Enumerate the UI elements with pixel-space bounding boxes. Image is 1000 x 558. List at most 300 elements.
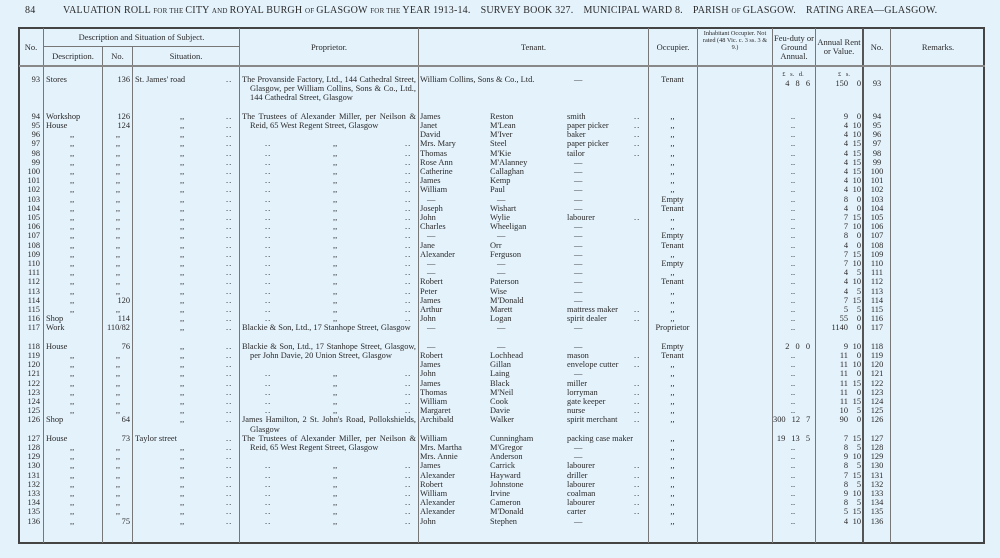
- situation: ,,: [180, 277, 185, 287]
- row-number-right: 122: [870, 378, 884, 388]
- situation: ,,: [180, 222, 185, 232]
- tenant-occupation: —: [574, 167, 583, 176]
- occupier-status: Tenant: [661, 240, 684, 250]
- house-number: ,,: [115, 249, 121, 259]
- situation: ,,: [180, 111, 185, 121]
- rent-shillings: 10: [852, 489, 861, 498]
- leader-dots: ..: [405, 305, 412, 314]
- leader-dots: ..: [265, 240, 272, 250]
- tenant-occupation: —: [574, 203, 583, 213]
- leader-dots: ..: [226, 489, 233, 498]
- feu-duty-empty: ..: [790, 213, 796, 222]
- row-number-right: 112: [870, 277, 884, 287]
- row-number: 121: [27, 369, 40, 379]
- rent-shillings: 15: [852, 249, 861, 259]
- leader-dots: ..: [634, 130, 641, 140]
- feu-duty-empty: ..: [790, 516, 796, 526]
- description: ,,: [70, 470, 75, 480]
- tenant-last-name: —: [497, 323, 506, 333]
- row-number: 93: [31, 75, 40, 84]
- row-number-right: 111: [871, 268, 883, 278]
- tenant-occupation: lorryman: [567, 387, 598, 397]
- row-number-right: 115: [870, 305, 884, 314]
- tenant-first-name: —: [427, 268, 436, 278]
- row-number-right: 123: [870, 387, 884, 397]
- situation: ,,: [180, 130, 185, 140]
- leader-dots: ..: [226, 111, 233, 121]
- situation: ,,: [180, 443, 185, 452]
- rent-pounds: 7: [843, 259, 848, 268]
- rent-shillings: 0: [856, 351, 861, 360]
- feu-duty-empty: ..: [790, 157, 796, 167]
- tenant-first-name: Arthur: [420, 305, 443, 314]
- rent-pounds: 7: [843, 295, 848, 305]
- house-number: 75: [121, 516, 130, 526]
- proprietor-ditto: ,,: [333, 498, 338, 508]
- occupier-status: ,,: [670, 295, 675, 305]
- tenant-occupation: driller: [567, 470, 588, 480]
- tenant-first-name: William: [420, 397, 448, 406]
- rent-pounds: 9: [843, 341, 848, 351]
- tenant-last-name: Cunningham: [490, 433, 534, 443]
- feu-duty-empty: ..: [790, 231, 796, 241]
- row-number: 123: [27, 387, 40, 397]
- description: ,,: [70, 268, 75, 278]
- leader-dots: ..: [265, 167, 272, 176]
- leader-dots: ..: [405, 498, 412, 508]
- row-number-right: 126: [870, 415, 884, 425]
- proprietor-ditto: ,,: [333, 305, 338, 314]
- rent-pounds: 7: [843, 222, 848, 232]
- occupier-status: Tenant: [661, 351, 684, 360]
- tenant-first-name: —: [427, 259, 436, 268]
- tenant-first-name: James: [420, 378, 441, 388]
- tenant-last-name: —: [497, 259, 506, 268]
- header-feu-duty: Feu-duty or Ground Annual.: [774, 32, 814, 61]
- occupier-status: ,,: [670, 397, 675, 406]
- tenant-last-name: Irvine: [490, 489, 510, 498]
- occupier-status: ,,: [670, 443, 675, 452]
- proprietor-ditto: ,,: [333, 295, 338, 305]
- row-number: 131: [27, 470, 40, 480]
- description: ,,: [70, 157, 75, 167]
- situation: ,,: [180, 341, 185, 351]
- leader-dots: ..: [226, 167, 233, 176]
- leader-dots: ..: [226, 433, 233, 443]
- tenant-first-name: —: [427, 341, 436, 351]
- title-segment: ROYAL BURGH: [229, 5, 305, 16]
- description: ,,: [70, 167, 75, 176]
- feu-duty-empty: ..: [790, 387, 796, 397]
- leader-dots: ..: [265, 268, 272, 278]
- rent-shillings: 15: [852, 148, 861, 158]
- leader-dots: ..: [226, 397, 233, 406]
- description: ,,: [70, 286, 75, 296]
- leader-dots: ..: [405, 507, 412, 517]
- occupier-status: Proprietor: [655, 323, 690, 333]
- row-number: 103: [27, 194, 40, 204]
- rent-shillings: 10: [852, 185, 861, 195]
- leader-dots: ..: [405, 148, 412, 158]
- tenant-first-name: James: [420, 461, 441, 471]
- situation: ,,: [180, 176, 185, 186]
- feu-duty-empty: ..: [790, 323, 796, 333]
- header-description: Description.: [52, 50, 94, 61]
- leader-dots: ..: [226, 378, 233, 388]
- row-number: 109: [27, 249, 40, 259]
- row-number-right: 133: [870, 489, 884, 498]
- leader-dots: ..: [226, 507, 233, 517]
- proprietor-ditto: ,,: [333, 222, 338, 232]
- proprietor-ditto: ,,: [333, 249, 338, 259]
- proprietor-ditto: ,,: [333, 185, 338, 195]
- situation: ,,: [180, 185, 185, 195]
- leader-dots: ..: [634, 305, 641, 314]
- title-segment: CITY: [185, 5, 212, 16]
- house-number: ,,: [115, 507, 121, 517]
- occupier-status: ,,: [670, 479, 675, 489]
- tenant-first-name: Robert: [420, 479, 443, 489]
- house-number: ,,: [115, 268, 121, 278]
- rent-shillings: 10: [852, 259, 861, 268]
- header-tenant: Tenant.: [520, 41, 547, 52]
- leader-dots: ..: [405, 406, 412, 416]
- row-number: 134: [27, 498, 40, 508]
- proprietor-ditto: ,,: [333, 489, 338, 498]
- rent-shillings: 10: [852, 360, 861, 370]
- house-number: ,,: [115, 305, 121, 314]
- leader-dots: ..: [634, 406, 641, 416]
- occupier-status: ,,: [670, 268, 675, 278]
- occupier-status: ,,: [670, 130, 675, 140]
- header-divider: [19, 65, 985, 67]
- leader-dots: ..: [634, 498, 641, 508]
- title-segment: OF: [304, 7, 317, 15]
- row-number-right: 104: [870, 203, 884, 213]
- feu-duty-empty: ..: [790, 470, 796, 480]
- leader-dots: ..: [405, 470, 412, 480]
- rent-pounds: 4: [843, 139, 848, 149]
- tenant-occupation: —: [574, 222, 583, 232]
- leader-dots: ..: [226, 231, 233, 241]
- feu-duty: 19 13 5: [776, 433, 810, 443]
- row-number-right: 120: [870, 360, 884, 370]
- tenant-occupation: tailor: [567, 148, 585, 158]
- tenant-first-name: William: [420, 433, 448, 443]
- feu-duty-empty: ..: [790, 148, 796, 158]
- row-number-right: 125: [870, 406, 884, 416]
- row-number: 118: [27, 341, 40, 351]
- row-number: 102: [27, 185, 40, 195]
- leader-dots: ..: [405, 268, 412, 278]
- house-number: ,,: [115, 176, 121, 186]
- situation: ,,: [180, 259, 185, 268]
- leader-dots: ..: [265, 194, 272, 204]
- leader-dots: ..: [405, 387, 412, 397]
- leader-dots: ..: [226, 452, 233, 462]
- tenant-occupation: —: [574, 277, 583, 287]
- row-number-right: 116: [870, 314, 884, 324]
- rent-shillings: 5: [856, 443, 861, 452]
- proprietor: James Hamilton, 2 St. John's Road, Pollokshields, Glasgow: [242, 415, 416, 434]
- rent-shillings: 5: [856, 305, 861, 314]
- house-number: ,,: [115, 231, 121, 241]
- title-segment: VALUATION ROLL: [63, 5, 154, 16]
- row-number: 107: [27, 231, 40, 241]
- rent-pounds: 11: [839, 369, 848, 379]
- tenant-occupation: —: [574, 240, 583, 250]
- leader-dots: ..: [634, 387, 641, 397]
- house-number: ,,: [115, 443, 121, 452]
- proprietor-ditto: ,,: [333, 378, 338, 388]
- column-divider: [43, 28, 44, 543]
- tenant-occupation: spirit merchant: [567, 415, 618, 425]
- tenant-last-name: Marett: [490, 305, 513, 314]
- row-number: 133: [27, 489, 40, 498]
- leader-dots: ..: [226, 295, 233, 305]
- rent-pounds: 8: [843, 443, 848, 452]
- description: ,,: [70, 489, 75, 498]
- occupier-status: ,,: [670, 167, 675, 176]
- situation: ,,: [180, 194, 185, 204]
- leader-dots: ..: [265, 489, 272, 498]
- tenant-first-name: John: [420, 516, 436, 526]
- occupier-status: ,,: [670, 111, 675, 121]
- feu-duty-empty: ..: [790, 111, 796, 121]
- feu-duty-empty: ..: [790, 305, 796, 314]
- rent-shillings: 15: [852, 213, 861, 222]
- rent-shillings: 10: [852, 121, 861, 130]
- tenant-first-name: David: [420, 130, 441, 140]
- tenant-occupation: paper picker: [567, 121, 609, 130]
- rent-shillings: 5: [856, 286, 861, 296]
- leader-dots: ..: [226, 157, 233, 167]
- house-number: 64: [121, 415, 130, 425]
- tenant-first-name: Archibald: [420, 415, 454, 425]
- rent-shillings: 10: [852, 222, 861, 232]
- leader-dots: ..: [634, 139, 641, 149]
- proprietor-ditto: ,,: [333, 406, 338, 416]
- description: ,,: [70, 231, 75, 241]
- occupier-status: ,,: [670, 360, 675, 370]
- leader-dots: ..: [405, 176, 412, 186]
- description: ,,: [70, 148, 75, 158]
- occupier-status: Tenant: [661, 75, 684, 84]
- row-number-right: 132: [870, 479, 884, 489]
- leader-dots: ..: [405, 461, 412, 471]
- tenant-occupation: —: [574, 516, 583, 526]
- rent-shillings: 10: [852, 516, 861, 526]
- proprietor-ditto: ,,: [333, 507, 338, 517]
- leader-dots: ..: [265, 231, 272, 241]
- leader-dots: ..: [634, 479, 641, 489]
- rent-pounds: 5: [843, 507, 848, 517]
- row-number-right: 105: [870, 213, 884, 222]
- house-number: ,,: [115, 369, 121, 379]
- leader-dots: ..: [405, 369, 412, 379]
- leader-dots: ..: [226, 415, 233, 425]
- row-number: 100: [27, 167, 40, 176]
- tenant-occupation: envelope cutter: [567, 360, 619, 370]
- leader-dots: ..: [265, 397, 272, 406]
- tenant-first-name: John: [420, 213, 436, 222]
- leader-dots: ..: [405, 249, 412, 259]
- tenant-occupation: —: [574, 185, 583, 195]
- house-number: 136: [117, 75, 130, 84]
- rent-pounds: 4: [843, 516, 848, 526]
- description: ,,: [70, 305, 75, 314]
- header-annual-rent: Annual Rent or Value.: [817, 37, 861, 56]
- occupier-status: Empty: [661, 231, 684, 241]
- occupier-status: ,,: [670, 498, 675, 508]
- feu-duty-empty: ..: [790, 130, 796, 140]
- situation: ,,: [180, 213, 185, 222]
- feu-duty-empty: ..: [790, 203, 796, 213]
- row-number-right: 99: [872, 157, 882, 167]
- leader-dots: ..: [634, 397, 641, 406]
- tenant-first-name: John: [420, 314, 436, 324]
- tenant-first-name: William: [420, 489, 448, 498]
- leader-dots: ..: [405, 378, 412, 388]
- row-number: 113: [27, 286, 40, 296]
- rent-pounds: 7: [843, 433, 848, 443]
- occupier-status: Tenant: [661, 203, 684, 213]
- header-no: No.: [24, 41, 38, 52]
- leader-dots: ..: [226, 323, 233, 333]
- tenant-last-name: Black: [490, 378, 510, 388]
- title-segment: PARISH: [692, 5, 732, 16]
- leader-dots: ..: [226, 387, 233, 397]
- occupier-status: ,,: [670, 433, 675, 443]
- tenant-first-name: Alexander: [420, 249, 455, 259]
- row-number: 94: [31, 111, 40, 121]
- feu-duty-empty: ..: [790, 240, 796, 250]
- tenant-name: William Collins, Sons & Co., Ltd.: [420, 75, 535, 84]
- tenant-last-name: M'Lean: [490, 121, 516, 130]
- feu-duty-empty: ..: [790, 286, 796, 296]
- feu-duty-empty: ..: [790, 378, 796, 388]
- proprietor: Blackie & Son, Ltd., 17 Stanhope Street, Glasgow, per John Davie, 20 Union Street, Glasgow: [242, 341, 416, 360]
- tenant-first-name: William: [420, 185, 448, 195]
- leader-dots: ..: [634, 415, 641, 425]
- leader-dots: ..: [226, 222, 233, 232]
- house-number: ,,: [115, 148, 121, 158]
- feu-duty-empty: ..: [790, 222, 796, 232]
- rent-pounds: 4: [843, 167, 848, 176]
- description: ,,: [70, 295, 75, 305]
- row-number-right: 119: [870, 351, 884, 360]
- occupier-status: ,,: [670, 461, 675, 471]
- leader-dots: ..: [226, 148, 233, 158]
- house-number: ,,: [115, 498, 121, 508]
- tenant-occupation: labourer: [567, 479, 595, 489]
- leader-dots: ..: [405, 286, 412, 296]
- feu-duty-empty: ..: [790, 176, 796, 186]
- occupier-status: ,,: [670, 406, 675, 416]
- rent-shillings: 5: [856, 268, 861, 278]
- rent-pounds: 4: [843, 130, 848, 140]
- row-number: 128: [27, 443, 40, 452]
- rent-shillings: 10: [852, 130, 861, 140]
- leader-dots: ..: [226, 75, 233, 84]
- house-number: ,,: [115, 240, 121, 250]
- proprietor-ditto: ,,: [333, 194, 338, 204]
- description: ,,: [70, 213, 75, 222]
- leader-dots: ..: [405, 231, 412, 241]
- row-number: 120: [27, 360, 40, 370]
- row-number: 96: [31, 130, 40, 140]
- column-divider: [862, 28, 864, 543]
- feu-duty-empty: ..: [790, 139, 796, 149]
- tenant-occupation: —: [574, 341, 583, 351]
- leader-dots: ..: [265, 305, 272, 314]
- leader-dots: ..: [265, 479, 272, 489]
- occupier-status: ,,: [670, 176, 675, 186]
- row-number-right: 100: [870, 167, 884, 176]
- tenant-last-name: Wylie: [490, 213, 510, 222]
- description: ,,: [70, 507, 75, 517]
- title-segment: RATING AREA—GLASGOW.: [805, 5, 938, 16]
- leader-dots: ..: [405, 259, 412, 268]
- rent-shillings: 0: [856, 203, 861, 213]
- tenant-occupation: mattress maker: [567, 305, 618, 314]
- description: ,,: [70, 461, 75, 471]
- tenant-first-name: James: [420, 176, 441, 186]
- title-segment: GLASGOW: [316, 5, 371, 16]
- occupier-status: ,,: [670, 121, 675, 130]
- tenant-last-name: Stephen: [490, 516, 517, 526]
- row-number-right: 127: [870, 433, 884, 443]
- row-number-right: 130: [870, 461, 884, 471]
- rent-shillings: 5: [856, 498, 861, 508]
- row-number: 104: [27, 203, 40, 213]
- proprietor-ditto: ,,: [333, 369, 338, 379]
- tenant-first-name: Margaret: [420, 406, 451, 416]
- leader-dots: ..: [226, 286, 233, 296]
- header-occupier: Occupier.: [656, 41, 690, 52]
- row-number: 124: [27, 397, 40, 406]
- proprietor-ditto: ,,: [333, 157, 338, 167]
- description: ,,: [70, 378, 75, 388]
- situation: ,,: [180, 406, 185, 416]
- description: ,,: [70, 479, 75, 489]
- row-number-right: 113: [870, 286, 884, 296]
- leader-dots: ..: [634, 351, 641, 360]
- description: House: [46, 433, 68, 443]
- leader-dots: ..: [226, 185, 233, 195]
- leader-dots: ..: [265, 369, 272, 379]
- column-divider: [815, 28, 816, 543]
- house-number: ,,: [115, 378, 121, 388]
- description: Stores: [46, 75, 67, 84]
- rent-shillings: 15: [852, 397, 861, 406]
- situation: ,,: [180, 351, 185, 360]
- rent-pounds: 8: [843, 194, 848, 204]
- tenant-first-name: Jane: [420, 240, 435, 250]
- rent-pounds: 55: [839, 314, 848, 324]
- description: Work: [46, 323, 65, 333]
- tenant-last-name: Carrick: [490, 461, 516, 471]
- house-number: ,,: [115, 406, 121, 416]
- feu-duty-empty: ..: [790, 295, 796, 305]
- tenant-first-name: James: [420, 360, 441, 370]
- tenant-first-name: Robert: [420, 277, 443, 287]
- tenant-first-name: James: [420, 111, 441, 121]
- situation: ,,: [180, 461, 185, 471]
- leader-dots: ..: [226, 360, 233, 370]
- rent-shillings: 5: [856, 406, 861, 416]
- description: ,,: [70, 360, 75, 370]
